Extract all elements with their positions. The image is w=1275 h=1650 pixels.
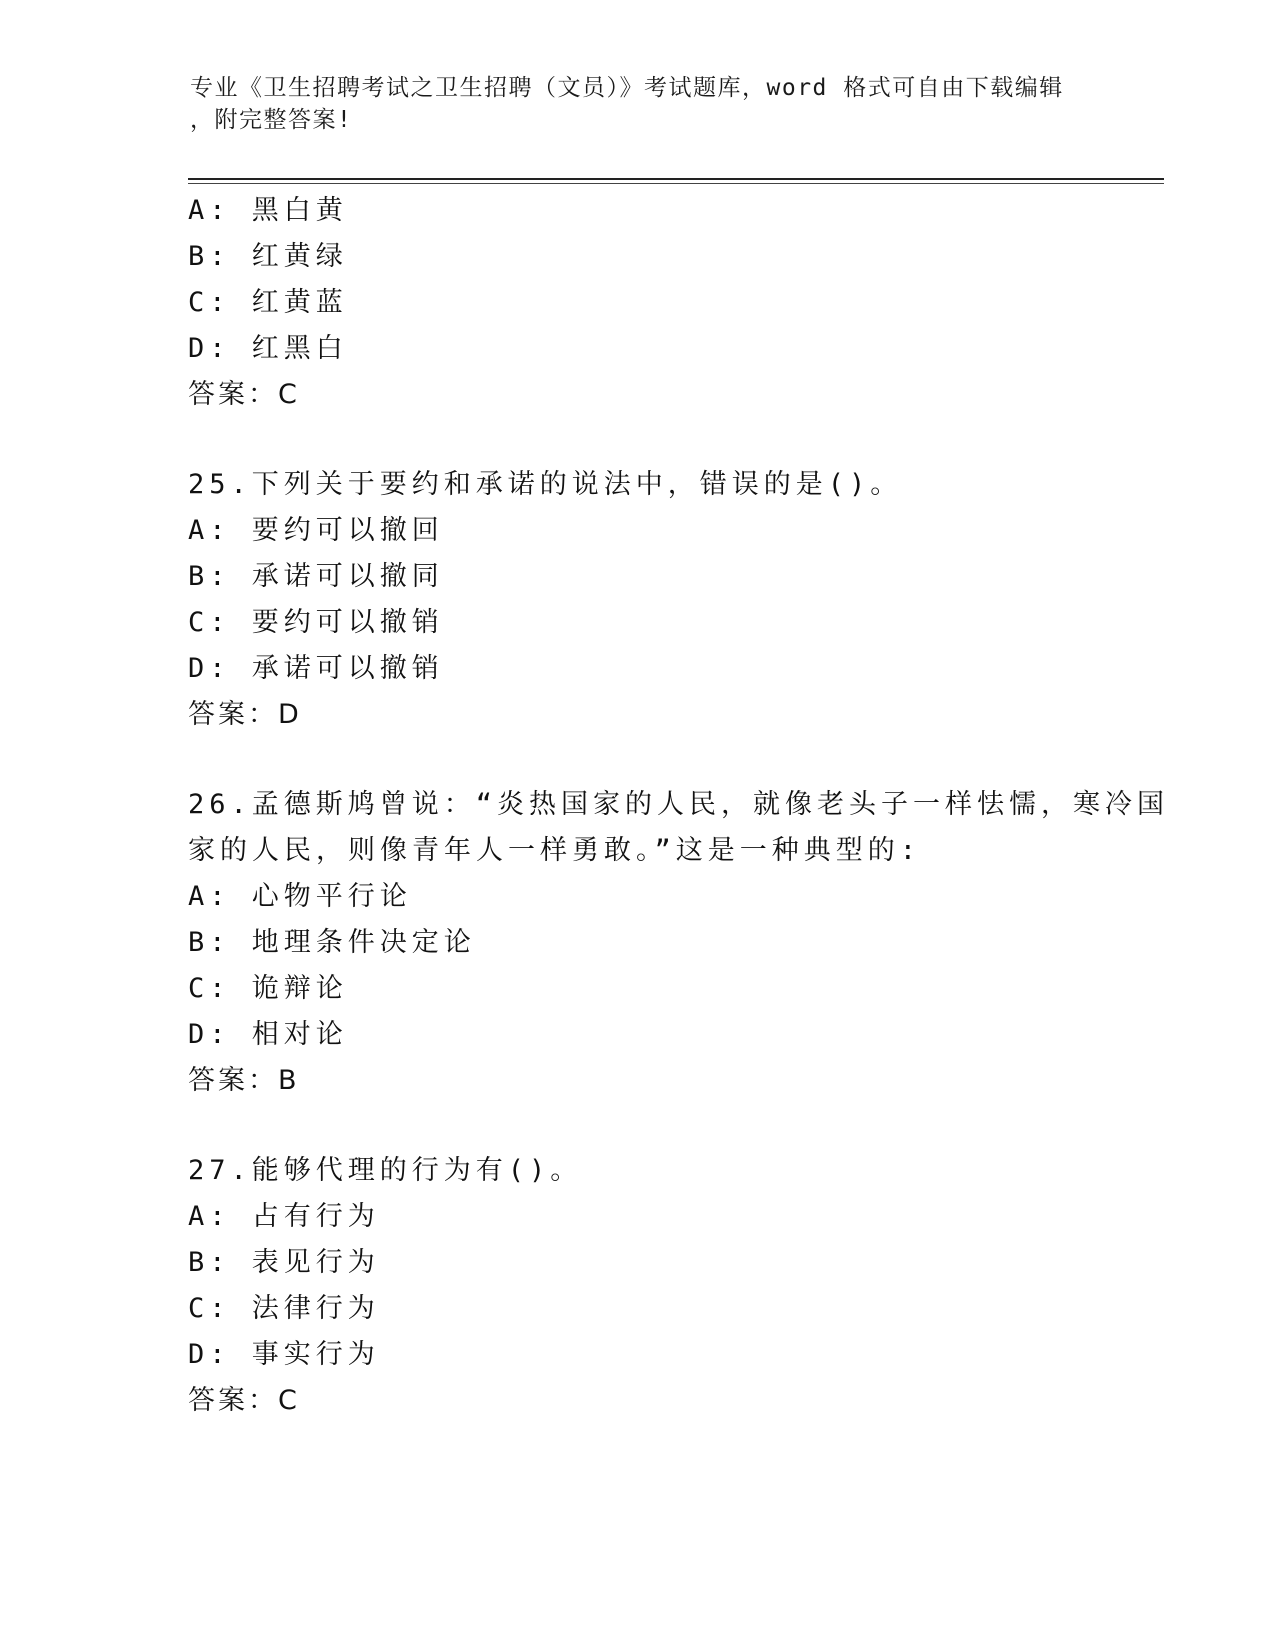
option-b: B: 红黄绿 xyxy=(188,241,348,272)
option-d: D: 承诺可以撤销 xyxy=(188,653,444,684)
option-c: C: 红黄蓝 xyxy=(188,287,348,318)
option-c: C: 要约可以撤销 xyxy=(188,607,444,638)
question-stem: 25.下列关于要约和承诺的说法中，错误的是()。 xyxy=(188,469,903,500)
option-b: B: 地理条件决定论 xyxy=(188,927,476,958)
option-d: D: 红黑白 xyxy=(188,333,348,364)
option-c: C: 法律行为 xyxy=(188,1293,380,1324)
question-25 xyxy=(188,462,1088,738)
question-spacer xyxy=(188,738,1088,782)
option-d: D: 事实行为 xyxy=(188,1339,380,1370)
header-line-2: ，附完整答案! xyxy=(190,107,353,133)
header-divider-thick xyxy=(188,178,1164,180)
question-spacer xyxy=(188,418,1088,462)
question-26 xyxy=(188,782,1170,1104)
option-b: B: 表见行为 xyxy=(188,1247,380,1278)
option-c: C: 诡辩论 xyxy=(188,973,348,1004)
answer-line: 答案：C xyxy=(188,1385,300,1416)
option-d: D: 相对论 xyxy=(188,1019,348,1050)
answer-line: 答案：C xyxy=(188,379,300,410)
document-header xyxy=(190,72,1090,136)
question-list xyxy=(188,188,1170,1424)
question-spacer xyxy=(188,1104,1088,1148)
option-b: B: 承诺可以撤同 xyxy=(188,561,444,592)
option-a: A: 要约可以撤回 xyxy=(188,515,444,546)
question-stem-line-1: 26.孟德斯鸠曾说：“炎热国家的人民，就像老头子一样怯懦，寒冷国 xyxy=(188,789,1170,820)
answer-line: 答案：D xyxy=(188,699,302,730)
option-a: A: 黑白黄 xyxy=(188,195,348,226)
answer-line: 答案：B xyxy=(188,1065,300,1096)
header-line-1: 专业《卫生招聘考试之卫生招聘（文员）》考试题库，word 格式可自由下载编辑 xyxy=(190,75,1064,101)
question-27 xyxy=(188,1148,1088,1424)
option-a: A: 占有行为 xyxy=(188,1201,380,1232)
option-a: A: 心物平行论 xyxy=(188,881,412,912)
question-24 xyxy=(188,188,1088,418)
question-stem: 27.能够代理的行为有()。 xyxy=(188,1155,583,1186)
header-divider-thin xyxy=(188,183,1164,184)
question-stem-line-2: 家的人民，则像青年人一样勇敢。”这是一种典型的: xyxy=(188,835,922,866)
